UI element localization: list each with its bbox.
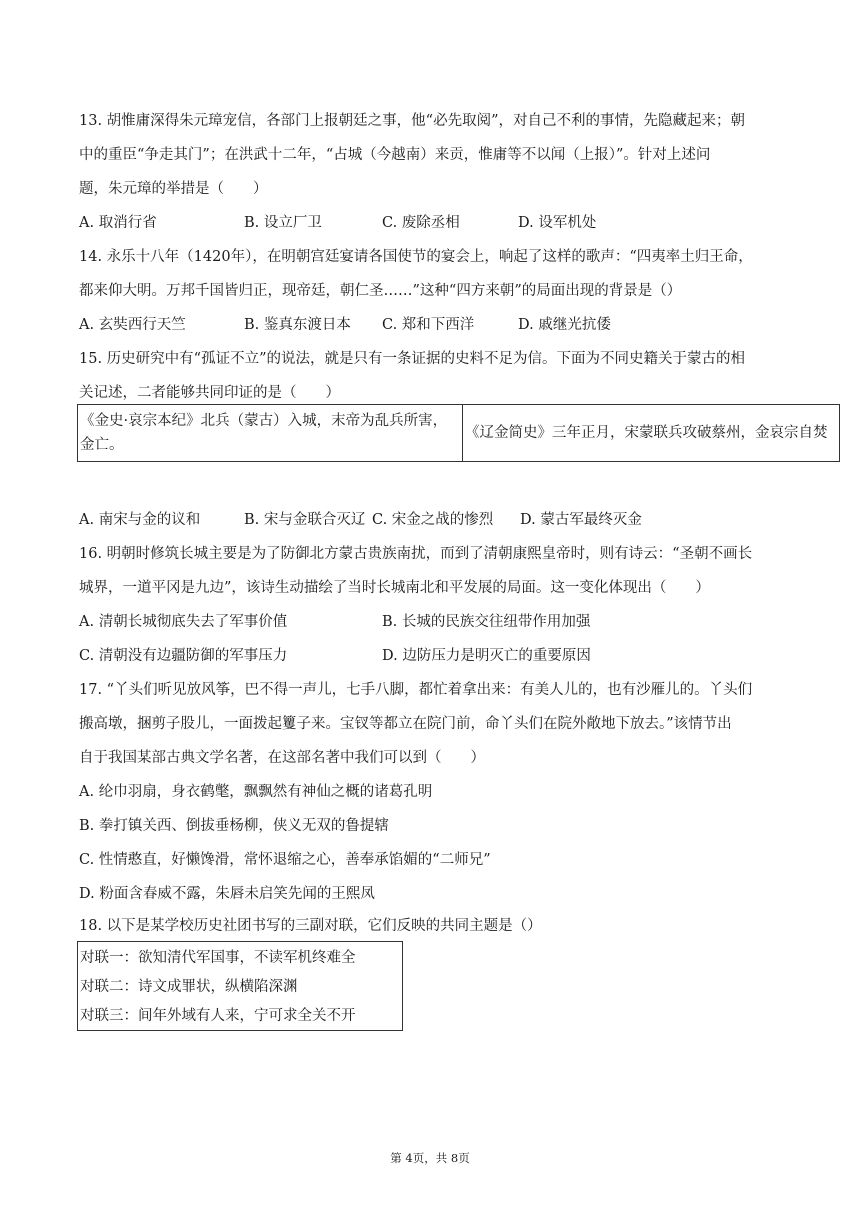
q13-line-1: 13. 胡惟庸深得朱元璋宠信，各部门上报朝廷之事，他“必先取阅”，对自己不利的事情，先隐藏起来；朝 bbox=[79, 113, 745, 129]
q14-option-a: A. 玄奘西行天竺 bbox=[79, 317, 186, 333]
q14-option-b: B. 鉴真东渡日本 bbox=[244, 317, 351, 333]
q16-line-1: 16. 明朝时修筑长城主要是为了防御北方蒙古贵族南扰，而到了清朝康熙皇帝时，则有诗云：“圣朝不画长 bbox=[79, 546, 753, 562]
q17-option-a: A. 纶巾羽扇，身衣鹤氅，飘飘然有神仙之概的诸葛孔明 bbox=[79, 784, 433, 800]
q18-couplet-box bbox=[77, 941, 403, 1031]
q17-line-3: 自于我国某部古典文学名著，在这部名著中我们可以到（ ） bbox=[79, 750, 485, 766]
q18-couplet-1: 对联一：欲知清代军国事，不读军机终难全 bbox=[80, 950, 356, 966]
q15-option-b: B. 宋与金联合灭辽 bbox=[244, 512, 366, 528]
q14-line-2: 都来仰大明。万邦千国皆归正，现帝廷，朝仁圣……”这种“四方来朝”的局面出现的背景是（） bbox=[79, 283, 682, 299]
q14-line-1: 14. 永乐十八年（1420年），在明朝宫廷宴请各国使节的宴会上，响起了这样的歌声：“四夷率土归王命， bbox=[79, 249, 753, 265]
q17-option-c: C. 性情憨直，好懒馋滑，常怀退缩之心，善奉承馅媚的“二师兄” bbox=[79, 852, 491, 868]
q18-couplet-2: 对联二：诗文成罪状，纵横陷深渊 bbox=[80, 979, 298, 995]
q13-line-3: 题，朱元璋的举措是（ ） bbox=[79, 181, 268, 197]
q13-option-c: C. 废除丞相 bbox=[382, 215, 460, 231]
q18-line-1: 18. 以下是某学校历史社团书写的三副对联，它们反映的共同主题是（） bbox=[79, 918, 542, 934]
q15-option-d: D. 蒙古军最终灭金 bbox=[520, 512, 642, 528]
q18-couplet-3: 对联三：间年外域有人来，宁可求全关不开 bbox=[80, 1008, 356, 1024]
q15-line-1: 15. 历史研究中有“孤证不立”的说法，就是只有一条证据的史料不足为信。下面为不同史籍关于蒙古的相 bbox=[79, 351, 745, 367]
q16-option-d: D. 边防压力是明灭亡的重要原因 bbox=[382, 648, 591, 664]
q13-option-d: D. 设军机处 bbox=[518, 215, 597, 231]
table-row bbox=[78, 405, 840, 462]
q13-option-b: B. 设立厂卫 bbox=[244, 215, 322, 231]
q15-line-2: 关记述，二者能够共同印证的是（ ） bbox=[79, 385, 340, 401]
q13-line-2: 中的重臣“争走其门”；在洪武十二年，“占城（今越南）来贡，惟庸等不以闻（上报）”。针对上述问 bbox=[79, 147, 711, 163]
q14-option-d: D. 戚继光抗倭 bbox=[518, 317, 611, 333]
q14-option-c: C. 郑和下西洋 bbox=[382, 317, 475, 333]
q17-line-1: 17. “丫头们听见放风筝，巴不得一声儿，七手八脚，都忙着拿出来：有美人儿的，也有沙雁儿的。丫头们 bbox=[79, 682, 753, 698]
q13-option-a: A. 取消行省 bbox=[79, 215, 157, 231]
q15-source-table bbox=[77, 404, 840, 462]
q16-option-c: C. 清朝没有边疆防御的军事压力 bbox=[79, 648, 288, 664]
q15-source-left: 《金史·哀宗本纪》北兵（蒙古）入城，末帝为乱兵所害，金亡。 bbox=[78, 405, 463, 462]
q17-option-d: D. 粉面含春威不露，朱唇未启笑先闻的王熙凤 bbox=[79, 886, 375, 902]
page-footer: 第 4页，共 8页 bbox=[390, 1151, 470, 1165]
q17-option-b: B. 拳打镇关西、倒拔垂杨柳，侠义无双的鲁提辖 bbox=[79, 818, 389, 834]
q15-source-right: 《辽金简史》三年正月，宋蒙联兵攻破蔡州，金哀宗自焚 bbox=[463, 405, 840, 462]
q16-line-2: 城界，一道平冈是九边”，该诗生动描绘了当时长城南北和平发展的局面。这一变化体现出（ ） bbox=[79, 580, 710, 596]
q15-option-a: A. 南宋与金的议和 bbox=[79, 512, 201, 528]
q16-option-a: A. 清朝长城彻底失去了军事价值 bbox=[79, 614, 288, 630]
q16-option-b: B. 长城的民族交往纽带作用加强 bbox=[382, 614, 591, 630]
q15-option-c: C. 宋金之战的惨烈 bbox=[372, 512, 494, 528]
q17-line-2: 搬高墩，捆剪子股儿，一面拨起籰子来。宝钗等都立在院门前，命丫头们在院外敞地下放去。”该情节出 bbox=[79, 716, 732, 732]
